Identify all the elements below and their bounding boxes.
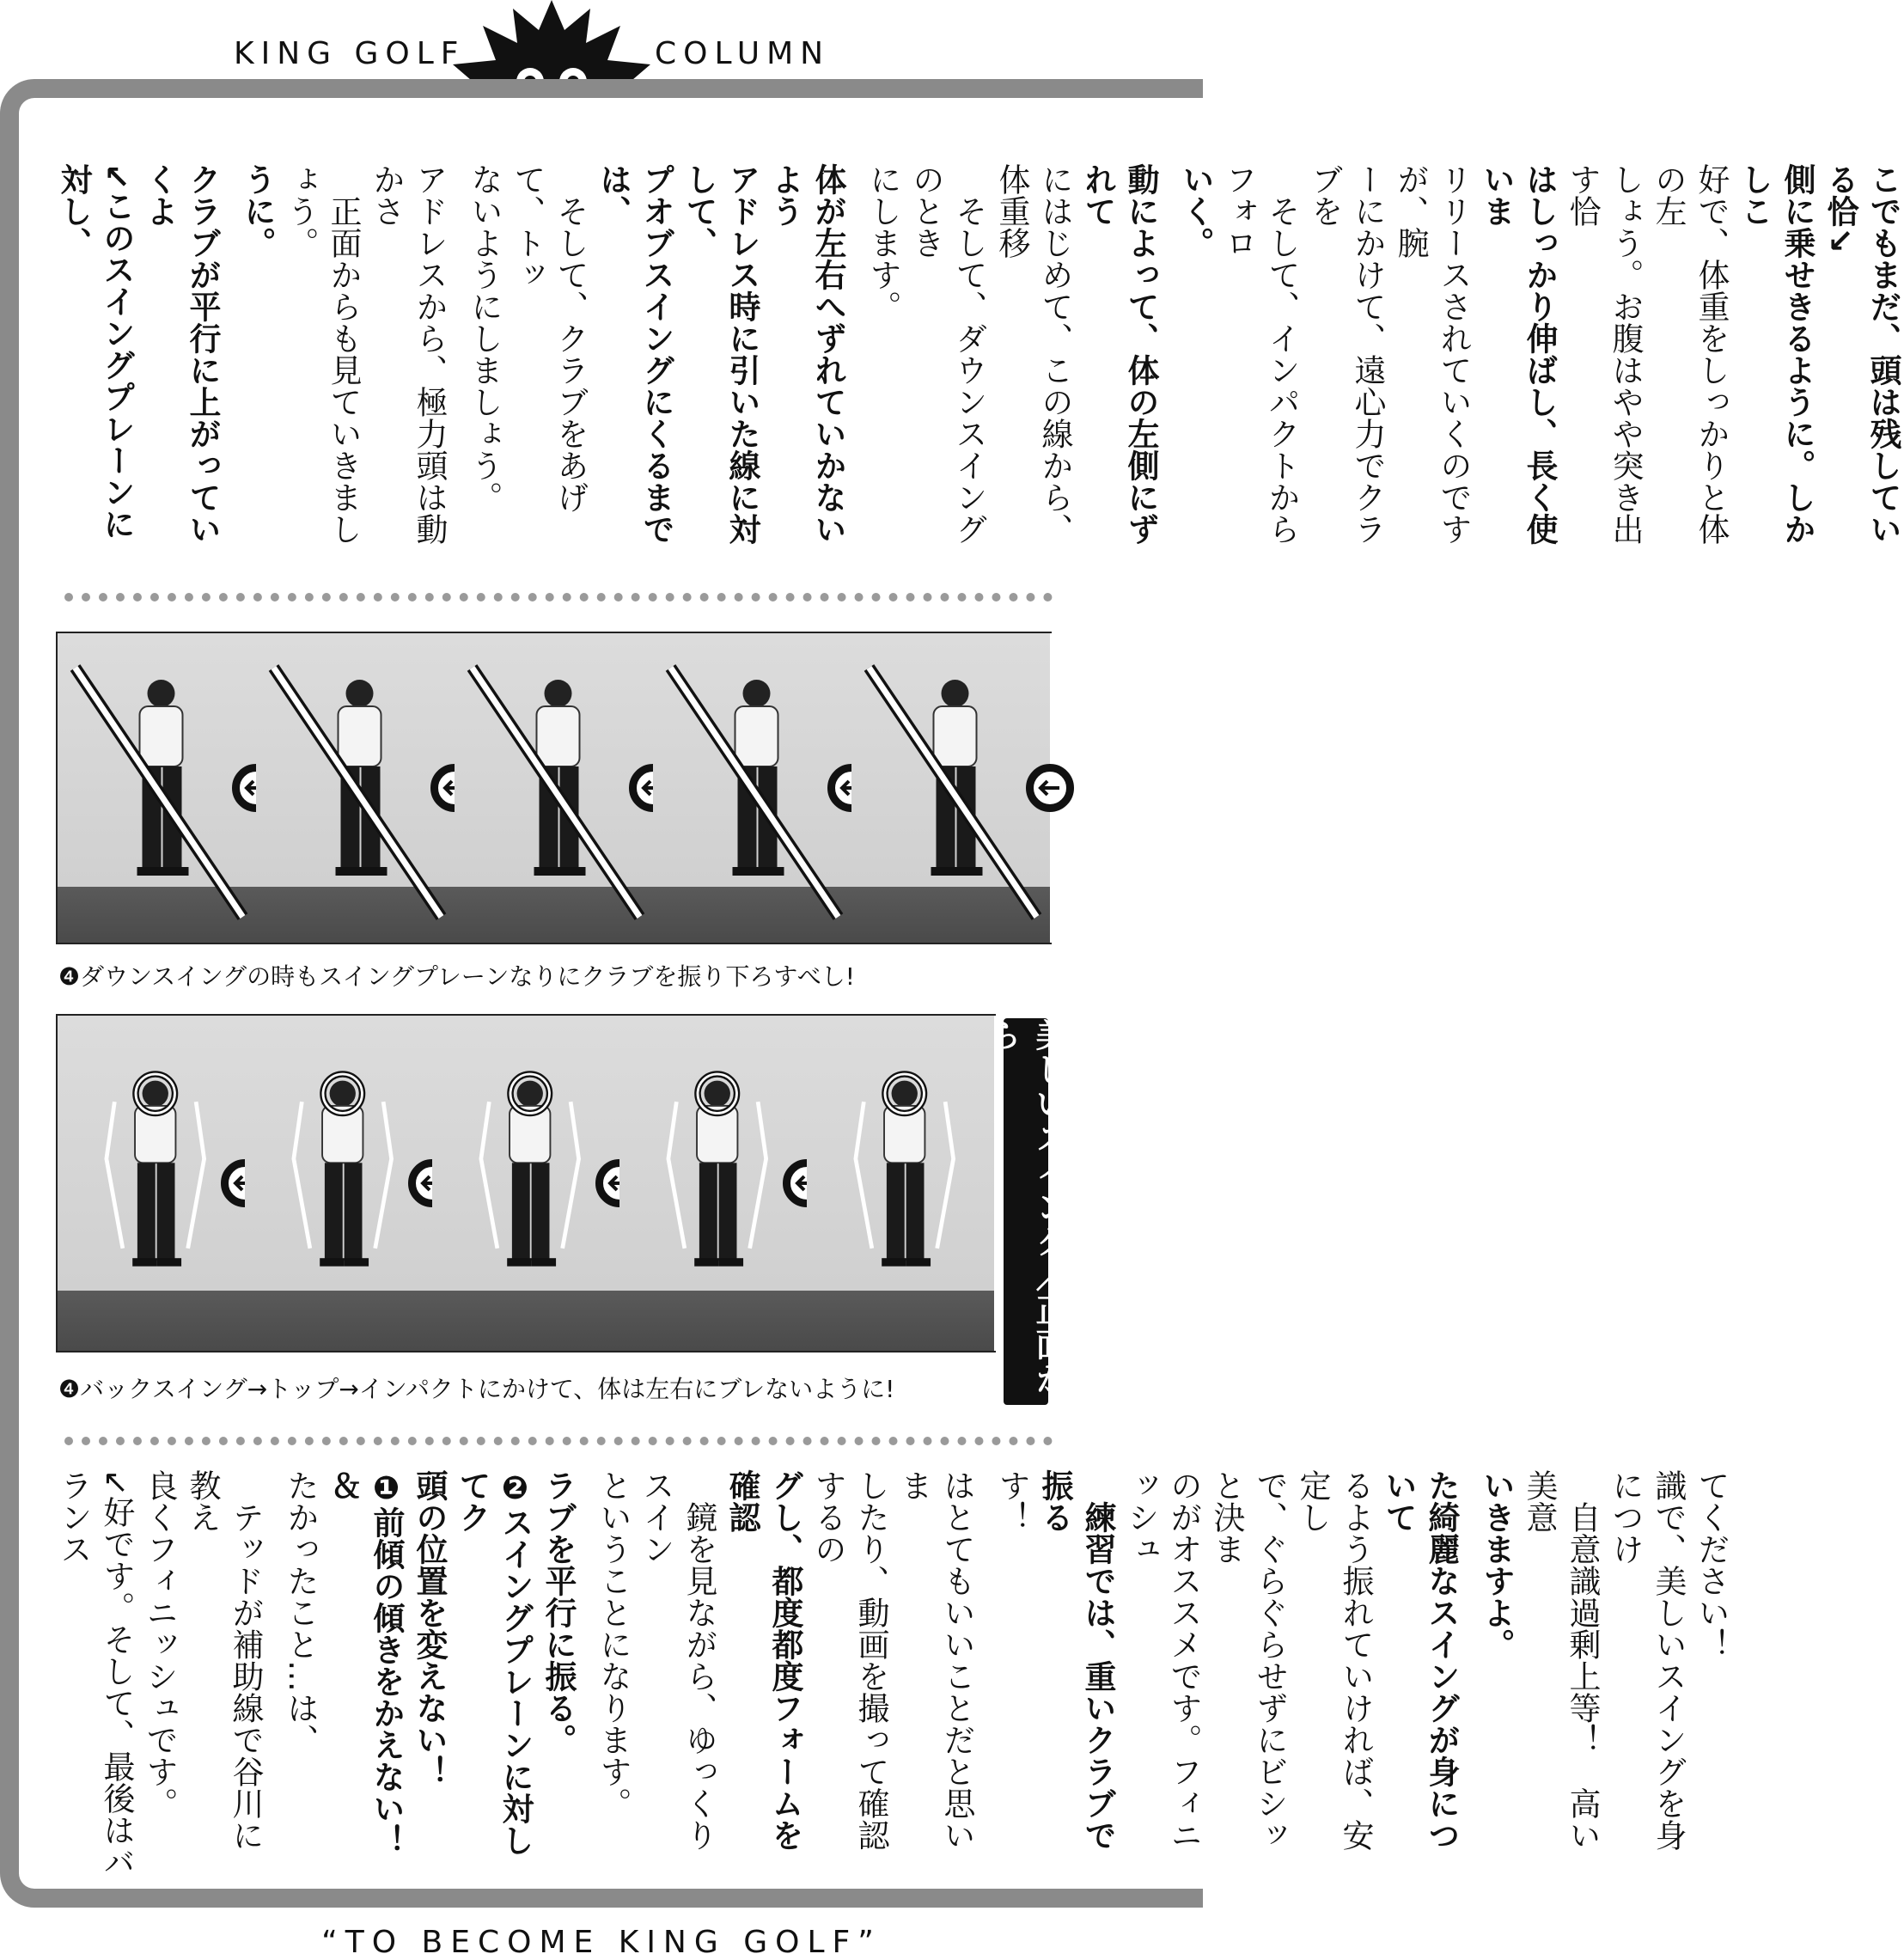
text-col: ❷スイングプレーンに対してク [454,1469,534,1856]
text-col: 頭の位置を変えない！ [411,1469,448,1787]
swing-photo-panel [58,1016,247,1351]
text-col: 良くフィニッシュです。 [141,1469,178,1819]
swing-photo-panel [245,1016,434,1351]
front-view-caption: ❹バックスイング→トップ→インパクトにかけて、体は左右にブレないように! [58,1375,895,1403]
swing-photo-panel [851,633,1052,943]
swing-photo-panel [256,633,456,943]
dotted-divider [64,1437,1053,1445]
top-body-text [52,163,1904,567]
text-col: ↙このスイングプレーンに対し、 [55,163,135,540]
text-col: ❶前傾の傾きをかえない！＆ [325,1469,405,1856]
text-col: にはじめて、この線から、体重移 [993,163,1073,545]
text-col: 好で、体重をしっかりと体の左 [1650,163,1730,545]
text-col: ラブを平行に振る。 [540,1469,577,1755]
text-col: グし、都度都度フォームを確認 [723,1469,803,1851]
text-col: るよう振れていければ、安定し [1294,1469,1374,1851]
text-col: 鏡を見ながら、ゆっくりスイン [638,1469,717,1851]
text-col: で、ぐらぐらせずにビシッと決ま [1208,1469,1288,1851]
dotted-divider [64,593,1053,601]
downswing-caption: ❹ダウンスイングの時もスイングプレーンなりにクラブを振り下ろすべし! [58,962,856,991]
downswing-photo-strip [56,632,1052,944]
text-col: はとてもいいことだと思いま [895,1469,975,1851]
swing-photo-panel [455,633,655,943]
swing-photo-panel [619,1016,809,1351]
text-col: プオブスイングにくるまでは、 [595,163,674,545]
golfer-figure [245,1016,432,1351]
text-col: アドレスから、極力頭は動かさ [368,163,448,545]
golfer-figure [619,1016,807,1351]
text-col: うに。 [239,163,276,259]
text-col: したり、動画を撮って確認するの [809,1469,889,1851]
text-col: 練習では、重いクラブで振る [1036,1469,1116,1851]
text-col: 正面からも見ていきましょう。 [282,163,362,545]
text-col: ーにかけて、遠心力でクラブを [1306,163,1386,545]
text-col: す！ [993,1469,1030,1533]
header-king-golf: KING GOLF [234,36,466,71]
text-col: リリースされていくのですが、腕 [1392,163,1472,545]
golfer-figure [256,633,455,943]
golfer-figure [58,633,256,943]
swing-photo-panel [653,633,853,943]
text-col: こでもまだ、頭は残している恰↘ [1822,163,1901,545]
text-col: のがオススメです。フィニッシュ [1122,1469,1202,1851]
text-col: アドレス時に引いた線に対して、 [680,163,760,545]
front-view-photo-strip [56,1014,996,1352]
text-col: テッドが補助線で谷川に教え [184,1469,264,1851]
golfer-figure [807,1016,994,1351]
text-col: そして、インパクトからフォロ [1220,163,1300,545]
text-col: た綺麗なスイングが身について [1380,1469,1460,1851]
text-col: そして、ダウンスイングのとき [907,163,987,545]
text-col: いく。 [1177,163,1214,259]
golfer-figure [851,633,1050,943]
text-col: クラブが平行に上がっていくよ [141,163,221,545]
left-arrow-icon [1026,764,1074,812]
text-col: ということになります。 [595,1469,632,1819]
text-col: 側に乗せきるように。しかしこ [1736,163,1816,545]
text-col: たかったこと…は、 [282,1469,319,1755]
golfer-figure [653,633,851,943]
swing-photo-panel [432,1016,621,1351]
bottom-body-text [52,1469,1732,1882]
text-col: 体が左右へずれていかないよう [766,163,846,545]
golfer-figure [432,1016,619,1351]
footer-tagline: “TO BECOME KING GOLF” [321,1925,882,1960]
swing-photo-panel [58,633,258,943]
golfer-figure [455,633,653,943]
text-col: 動によって、体の左側にずれて [1079,163,1159,545]
swing-photo-panel [807,1016,996,1351]
text-col: いきますよ。 [1478,1469,1515,1660]
header-column: COLUMN [655,36,831,71]
golfer-figure [58,1016,245,1351]
text-col: そして、クラブをあげて、トッ [509,163,589,513]
text-col: ないようにしましょう。 [466,163,503,513]
text-col: ↙好です。そして、最後はバランス [55,1469,135,1878]
text-col: はしっかり伸ばし、長く使いま [1478,163,1558,545]
section-title-beautiful-swing [1004,1018,1048,1405]
text-col: 自意識過剰上等！ 高い美意 [1521,1469,1601,1851]
text-col: にします。 [864,163,901,322]
text-col: 識で、美しいスイングを身につけ [1607,1469,1687,1851]
text-col: しょう。お腹はやや突き出す恰 [1564,163,1644,545]
text-col: てください！ [1693,1469,1730,1660]
